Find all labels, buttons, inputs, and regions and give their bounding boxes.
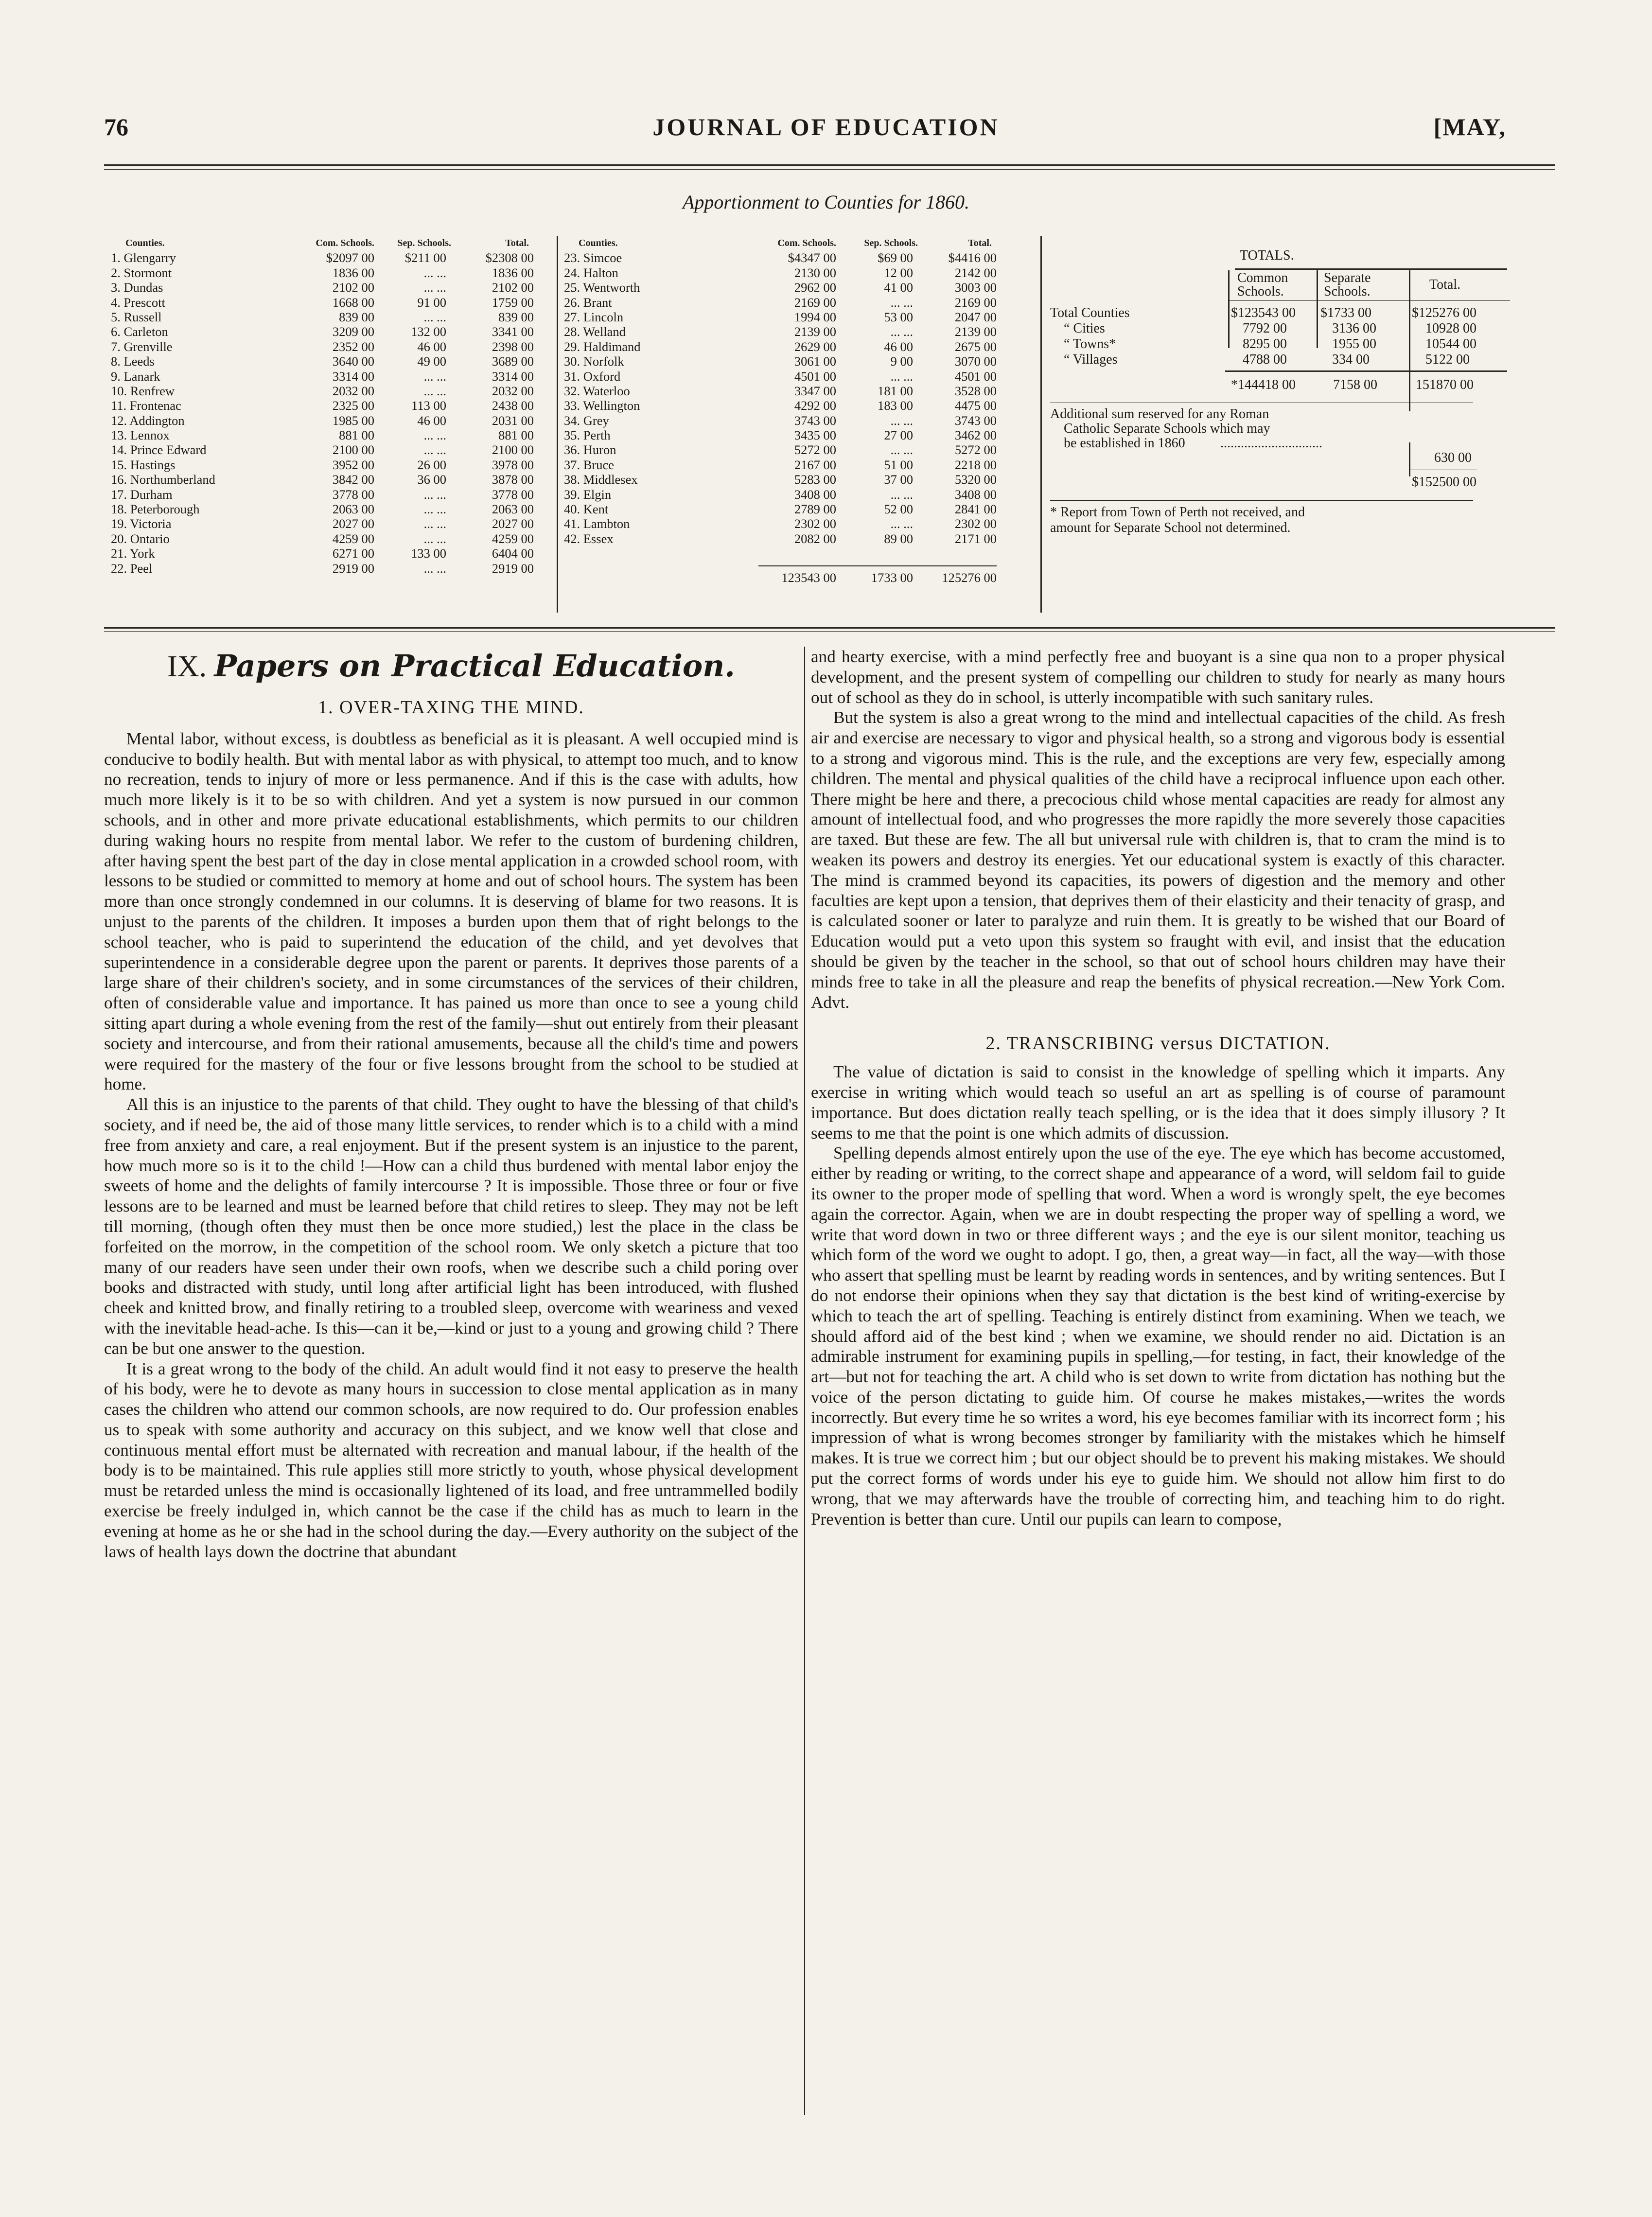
com-schools-value: 3209 00 [332, 324, 374, 339]
table-row [564, 531, 1028, 546]
sep-schools-value: 12 00 [884, 265, 913, 280]
sep-schools-value: 132 00 [411, 324, 446, 339]
sep-schools-value: $69 00 [878, 250, 913, 265]
total-value: 2169 00 [954, 295, 997, 310]
column-header-com-schools: Com. Schools. [316, 238, 374, 248]
table-row [111, 546, 534, 561]
county-name: 14. Prince Edward [111, 442, 207, 457]
sep-schools-value: ... ... [890, 295, 913, 310]
com-schools-value: $2097 00 [326, 250, 374, 265]
article1-paragraph: It is a great wrong to the body of the child. An adult would find it not easy to preserve the health of his body, were he to devote as many hours in succession to close mental application as in many cases the children who attend our common schools, are now required to do. Our profession enables us to speak with some authority and accuracy on this subject, and we know well that close and continuous mental effort must be alternated with recreation and manual labour, if the health of the body is to be maintained. This rule applies still more strictly to youth, whose physical development must be retarded unless the mind is occasionally lightened of its load, and free untrammelled bodily exercise be freely indulged in, which cannot be the case if the child has as much to learn in the evening at home as he or she had in the school during the day.—Every authority on the subject of the laws of health lays down the doctrine that abundant [104, 1359, 798, 1561]
sep-schools-value: 183 00 [878, 398, 913, 413]
county-name: 15. Hastings [111, 457, 176, 472]
county-table-left [111, 236, 534, 576]
county-name: 9. Lanark [111, 369, 160, 384]
sep-schools-value: ... ... [423, 383, 446, 398]
totals-rule [1235, 268, 1507, 270]
county-name: 4. Prescott [111, 295, 165, 310]
total-value: $4416 00 [948, 250, 997, 265]
table-row [564, 398, 1028, 413]
com-schools-value: 1994 00 [794, 309, 836, 324]
county-name: 30. Norfolk [564, 354, 624, 369]
totals-header-common-1: Common [1237, 270, 1288, 285]
total-value: 3978 00 [492, 457, 534, 472]
totals-sum-separate: 7158 00 [1333, 377, 1377, 392]
table-row [564, 413, 1028, 428]
table-row [564, 354, 1028, 369]
com-schools-value: $4347 00 [788, 250, 836, 265]
table-row [564, 265, 1028, 280]
com-schools-value: 2962 00 [794, 280, 836, 295]
column-header-counties: Counties. [125, 238, 165, 248]
total-value: 2438 00 [492, 398, 534, 413]
totals-row-separate: 1955 00 [1332, 336, 1376, 352]
total-value: 3070 00 [954, 354, 997, 369]
com-schools-sum: 123543 00 [781, 570, 836, 585]
column-header-com-schools: Com. Schools. [777, 238, 836, 248]
additional-line-3: be established in 1860 [1064, 436, 1185, 451]
apportionment-title: Apportionment to Counties for 1860. [683, 191, 969, 213]
header-rule-thin [104, 169, 1555, 170]
sep-schools-value: 53 00 [884, 309, 913, 324]
totals-col-rule [1317, 270, 1318, 348]
totals-row-separate: 334 00 [1332, 352, 1370, 367]
total-value: 3878 00 [492, 472, 534, 487]
com-schools-value: 3408 00 [794, 487, 836, 502]
total-value: 2032 00 [492, 383, 534, 398]
total-value: 2100 00 [492, 442, 534, 457]
total-value: 2398 00 [492, 339, 534, 354]
sep-schools-sum: 1733 00 [871, 570, 913, 585]
table-row [564, 428, 1028, 442]
sep-schools-value: ... ... [423, 487, 446, 502]
com-schools-value: 2919 00 [332, 561, 374, 576]
column-header-sep-schools: Sep. Schools. [397, 238, 451, 248]
sep-schools-value: 133 00 [411, 546, 446, 561]
county-name: 33. Wellington [564, 398, 640, 413]
table-row [564, 310, 1028, 324]
total-value: 2031 00 [492, 413, 534, 428]
com-schools-value: 881 00 [339, 428, 374, 443]
totals-title: TOTALS. [1240, 248, 1294, 263]
com-schools-value: 2027 00 [332, 516, 374, 531]
totals-col-rule [1409, 442, 1410, 476]
totals-col-rule [1228, 270, 1230, 348]
totals-header-total: Total. [1429, 277, 1461, 292]
table-row [111, 428, 534, 442]
com-schools-value: 3314 00 [332, 369, 374, 384]
total-value: 1836 00 [492, 265, 534, 280]
right-column [811, 647, 1505, 1529]
sep-schools-value: ... ... [890, 324, 913, 339]
county-name: 6. Carleton [111, 324, 168, 339]
table-header-row [564, 236, 1028, 250]
total-value: 5320 00 [954, 472, 997, 487]
county-name: 41. Lambton [564, 516, 630, 531]
sep-schools-value: ... ... [890, 413, 913, 428]
sep-schools-value: ... ... [423, 442, 446, 457]
table-row [111, 502, 534, 516]
total-value: 3003 00 [954, 280, 997, 295]
com-schools-value: 2139 00 [794, 324, 836, 339]
com-schools-value: 2169 00 [794, 295, 836, 310]
totals-row-common: 7792 00 [1243, 321, 1287, 336]
sep-schools-value: 89 00 [884, 531, 913, 546]
com-schools-value: 2063 00 [332, 502, 374, 517]
county-name: 8. Leeds [111, 354, 155, 369]
total-value: 2302 00 [954, 516, 997, 531]
total-value: 839 00 [498, 309, 534, 324]
county-name: 13. Lennox [111, 428, 170, 443]
total-value: $2308 00 [485, 250, 534, 265]
total-value: 881 00 [498, 428, 534, 443]
table-row [564, 457, 1028, 472]
total-value: 4475 00 [954, 398, 997, 413]
total-value: 2218 00 [954, 457, 997, 472]
county-name: 26. Brant [564, 295, 612, 310]
com-schools-value: 3061 00 [794, 354, 836, 369]
county-name: 31. Oxford [564, 369, 621, 384]
totals-row-separate: 3136 00 [1332, 321, 1376, 336]
section-number: IX. [167, 650, 207, 683]
totals-rule [1228, 300, 1510, 301]
county-name: 18. Peterborough [111, 502, 200, 517]
county-name: 19. Victoria [111, 516, 172, 531]
county-name: 21. York [111, 546, 155, 561]
com-schools-value: 2082 00 [794, 531, 836, 546]
total-value: 6404 00 [492, 546, 534, 561]
table-row [564, 369, 1028, 384]
table-row [111, 561, 534, 576]
table-row [111, 354, 534, 369]
totals-header-common-2: Schools. [1237, 284, 1284, 299]
com-schools-value: 2130 00 [794, 265, 836, 280]
county-name: 2. Stormont [111, 265, 172, 280]
table-row [564, 339, 1028, 354]
sep-schools-value: 9 00 [890, 354, 913, 369]
county-name: 5. Russell [111, 309, 162, 324]
com-schools-value: 3347 00 [794, 383, 836, 398]
table-divider [557, 236, 558, 613]
sep-schools-value: 91 00 [417, 295, 446, 310]
additional-line-1: Additional sum reserved for any Roman [1050, 406, 1269, 422]
table-row [564, 384, 1028, 398]
county-name: 28. Welland [564, 324, 626, 339]
sep-schools-value: ... ... [423, 516, 446, 531]
table-row [111, 250, 534, 265]
com-schools-value: 6271 00 [332, 546, 374, 561]
com-schools-value: 2352 00 [332, 339, 374, 354]
total-value: 2139 00 [954, 324, 997, 339]
table-row [111, 280, 534, 295]
county-name: 42. Essex [564, 531, 614, 546]
sep-schools-value: ... ... [423, 502, 446, 517]
table-row [111, 398, 534, 413]
table-row [111, 457, 534, 472]
county-name: 25. Wentworth [564, 280, 640, 295]
totals-header-separate-2: Schools. [1324, 284, 1371, 299]
table-row [111, 487, 534, 502]
sep-schools-value: ... ... [423, 428, 446, 443]
county-name: 17. Durham [111, 487, 173, 502]
com-schools-value: 839 00 [339, 309, 374, 324]
com-schools-value: 5283 00 [794, 472, 836, 487]
table-row [111, 310, 534, 324]
county-name: 38. Middlesex [564, 472, 638, 487]
total-value: 2841 00 [954, 502, 997, 517]
county-name: 40. Kent [564, 502, 609, 517]
com-schools-value: 2167 00 [794, 457, 836, 472]
sep-schools-value: 36 00 [417, 472, 446, 487]
footnote-line-1: * Report from Town of Perth not received, and [1050, 505, 1305, 520]
table-row [111, 531, 534, 546]
sep-schools-value: 113 00 [411, 398, 446, 413]
totals-row-common: 8295 00 [1243, 336, 1287, 352]
com-schools-value: 3435 00 [794, 428, 836, 443]
totals-row-common: 4788 00 [1243, 352, 1287, 367]
left-column [104, 647, 798, 1562]
com-schools-value: 2789 00 [794, 502, 836, 517]
county-name: 7. Grenville [111, 339, 173, 354]
com-schools-value: 2325 00 [332, 398, 374, 413]
sep-schools-value: 46 00 [417, 413, 446, 428]
sep-schools-value: ... ... [423, 531, 446, 546]
column-header-sep-schools: Sep. Schools. [864, 238, 918, 248]
table-row [564, 295, 1028, 310]
county-table-right [564, 236, 1028, 585]
county-name: 1. Glengarry [111, 250, 176, 265]
total-value: 4259 00 [492, 531, 534, 546]
sep-schools-value: 181 00 [878, 383, 913, 398]
sep-schools-value: 49 00 [417, 354, 446, 369]
table-row [564, 472, 1028, 487]
sep-schools-value: $211 00 [404, 250, 446, 265]
total-value: 3689 00 [492, 354, 534, 369]
totals-row-common: $123543 00 [1231, 305, 1296, 320]
additional-value: 630 00 [1434, 450, 1472, 465]
column-rule [804, 647, 805, 2115]
section-rule [104, 627, 1555, 629]
table-row [111, 516, 534, 531]
county-name: 12. Addington [111, 413, 185, 428]
com-schools-value: 2302 00 [794, 516, 836, 531]
sep-schools-value: ... ... [423, 561, 446, 576]
com-schools-value: 5272 00 [794, 442, 836, 457]
table-row [111, 339, 534, 354]
sep-schools-value: 46 00 [417, 339, 446, 354]
table-row [111, 295, 534, 310]
sep-schools-value: ... ... [423, 265, 446, 280]
com-schools-value: 2032 00 [332, 383, 374, 398]
totals-row-total: 10544 00 [1425, 336, 1476, 352]
sep-schools-value: 27 00 [884, 428, 913, 443]
total-value: 2675 00 [954, 339, 997, 354]
table-row [564, 487, 1028, 502]
com-schools-value: 4259 00 [332, 531, 374, 546]
county-name: 22. Peel [111, 561, 153, 576]
table-row [111, 324, 534, 339]
sep-schools-value: 46 00 [884, 339, 913, 354]
table-header-row [111, 236, 534, 250]
totals-sum-common: *144418 00 [1231, 377, 1296, 392]
totals-row-total: $125276 00 [1412, 305, 1476, 320]
journal-title: JOURNAL OF EDUCATION [652, 113, 1000, 141]
com-schools-value: 1985 00 [332, 413, 374, 428]
total-value: 2919 00 [492, 561, 534, 576]
sep-schools-value: ... ... [423, 309, 446, 324]
county-name: 11. Frontenac [111, 398, 181, 413]
com-schools-value: 3640 00 [332, 354, 374, 369]
page-number: 76 [104, 113, 128, 141]
total-value: 2102 00 [492, 280, 534, 295]
footnote-line-2: amount for Separate School not determined. [1050, 520, 1291, 535]
sep-schools-value: ... ... [423, 369, 446, 384]
article1-paragraph: Mental labor, without excess, is doubtless as beneficial as it is pleasant. A well occupied mind is conducive to bodily health. But with mental labor as with physical, to attempt too much, and to know no recreation, tends to injury of more or less permanence. And if this is the case with adults, how much more likely is it to be so with children. And yet a system is now pursued in our common schools, and in other and more private educational establishments, which permits to our children during waking hours no respite from mental labor. We refer to the custom of burdening children, after having spent the best part of the day in close mental application in a crowded school room, with lessons to be studied or committed to memory at home and out of school hours. The system has been more than once strongly condemned in our columns. It is deserving of blame for two reasons. It is unjust to the parents of the children. It imposes a burden upon them that of right belongs to the school teacher, who is paid to superintend the education of the child, and yet devolves that superintendence in a considerable degree upon the parent or parents. It deprives those parents of a large share of their children's society, and in some circumstances of the services of their children, often of considerable value and importance. It has pained us more than once to see a young child sitting apart during a whole evening from the rest of the family—shut out entirely from their pleasant society and intercourse, and from their rational amusements, because all the child's time and powers were required for the mastery of the four or five lessons brought from the school to be studied at home. [104, 729, 798, 1094]
sep-schools-value: ... ... [890, 516, 913, 531]
total-value: 3341 00 [492, 324, 534, 339]
totals-row-label: “ Villages [1064, 352, 1118, 367]
total-value: 5272 00 [954, 442, 997, 457]
county-name: 32. Waterloo [564, 383, 630, 398]
totals-row-label: “ Cities [1064, 321, 1105, 336]
sep-schools-value: 52 00 [884, 502, 913, 517]
com-schools-value: 4501 00 [794, 369, 836, 384]
totals-sum-total: 151870 00 [1416, 377, 1474, 392]
table-row [564, 250, 1028, 265]
com-schools-value: 1668 00 [332, 295, 374, 310]
county-name: 10. Renfrew [111, 383, 175, 398]
article2-heading: 2. TRANSCRIBING versus DICTATION. [985, 1033, 1331, 1054]
com-schools-value: 3743 00 [794, 413, 836, 428]
sep-schools-value: ... ... [890, 487, 913, 502]
total-value: 3743 00 [954, 413, 997, 428]
com-schools-value: 2100 00 [332, 442, 374, 457]
totals-rule [1225, 370, 1507, 372]
total-sum: 125276 00 [942, 570, 997, 585]
county-name: 20. Ontario [111, 531, 170, 546]
additional-dots: .............................. [1220, 436, 1322, 451]
total-value: 3528 00 [954, 383, 997, 398]
grand-total: $152500 00 [1412, 475, 1476, 490]
column-header-total: Total. [505, 238, 529, 248]
com-schools-value: 1836 00 [332, 265, 374, 280]
totals-row-separate: $1733 00 [1320, 305, 1371, 320]
com-schools-value: 4292 00 [794, 398, 836, 413]
com-schools-value: 3778 00 [332, 487, 374, 502]
column-header-counties: Counties. [579, 238, 618, 248]
additional-line-2: Catholic Separate Schools which may [1064, 421, 1270, 436]
totals-col-rule [1409, 270, 1410, 411]
totals-rule [758, 565, 997, 570]
total-value: 2063 00 [492, 502, 534, 517]
journal-month: [MAY, [1433, 113, 1506, 141]
table-row [564, 324, 1028, 339]
county-name: 3. Dundas [111, 280, 163, 295]
total-value: 1759 00 [492, 295, 534, 310]
table-totals-row [564, 570, 1028, 585]
county-name: 39. Elgin [564, 487, 612, 502]
sep-schools-value: ... ... [890, 442, 913, 457]
total-value: 3314 00 [492, 369, 534, 384]
table-row [564, 516, 1028, 531]
com-schools-value: 2629 00 [794, 339, 836, 354]
sep-schools-value: 41 00 [884, 280, 913, 295]
section-rule-thin [104, 631, 1555, 632]
total-value: 2142 00 [954, 265, 997, 280]
total-value: 3778 00 [492, 487, 534, 502]
table-row [111, 413, 534, 428]
county-name: 23. Simcoe [564, 250, 622, 265]
totals-row-total: 5122 00 [1425, 352, 1470, 367]
com-schools-value: 3842 00 [332, 472, 374, 487]
sep-schools-value: ... ... [890, 369, 913, 384]
totals-row-label: Total Counties [1050, 305, 1130, 320]
article1-continuation: and hearty exercise, with a mind perfectly free and buoyant is a sine qua non to a proper physical development, and the present system of compelling our children to study for nearly as many hours out of school as they do in school, is utterly incompatible with such sanitary rules. [811, 647, 1505, 707]
totals-row-total: 10928 00 [1425, 321, 1476, 336]
totals-rule [1050, 500, 1473, 501]
section-heading [104, 647, 798, 686]
table-row [111, 442, 534, 457]
table-row [111, 265, 534, 280]
sep-schools-value: ... ... [423, 280, 446, 295]
total-value: 4501 00 [954, 369, 997, 384]
article1-paragraph: All this is an injustice to the parents of that child. They ought to have the blessing of that child's society, and if need be, the aid of those many little services, to render which is to a child with a mind free from anxiety and care, a real enjoyment. But if the present system is an injustice to the parent, how much more so is it to the child !—How can a child thus burdened with mental labor enjoy the sweets of home and the delights of family intercourse ? It is impossible. Those three or four or five lessons are to be learned and must be learned before that child retires to sleep. They may not be left till morning, (though often they must then be once more studied,) lest the place in the class be forfeited on the morrow, in the competition of the school room. We only sketch a picture that too many of our readers have seen under their own roofs, when we describe such a child poring over books and distracted with study, until long after artificial light has been introduced, with flushed cheek and knitted brow, and finally retiring to a troubled sleep, overcome with weariness and vexed with the inevitable head-ache. Is this—can it be,—kind or just to a young and growing child ? There can be but one answer to the question. [104, 1095, 798, 1358]
header-rule [104, 164, 1555, 166]
com-schools-value: 3952 00 [332, 457, 374, 472]
com-schools-value: 2102 00 [332, 280, 374, 295]
table-row [111, 384, 534, 398]
county-name: 35. Perth [564, 428, 611, 443]
table-row [564, 502, 1028, 516]
county-name: 16. Northumberland [111, 472, 215, 487]
total-value: 3462 00 [954, 428, 997, 443]
county-name: 27. Lincoln [564, 309, 624, 324]
section-title: Papers on Practical Education. [214, 648, 735, 684]
total-value: 2171 00 [954, 531, 997, 546]
county-name: 29. Haldimand [564, 339, 641, 354]
table-row [564, 280, 1028, 295]
table-divider [1040, 236, 1042, 613]
sep-schools-value: 51 00 [884, 457, 913, 472]
table-row [564, 442, 1028, 457]
county-name: 24. Halton [564, 265, 618, 280]
totals-row-label: “ Towns* [1064, 336, 1116, 352]
county-name: 34. Grey [564, 413, 609, 428]
total-value: 2027 00 [492, 516, 534, 531]
article2-paragraph: Spelling depends almost entirely upon the use of the eye. The eye which has become accustomed, either by reading or writing, to the correct shape and appearance of a word, will seldom fail to guide its owner to the proper mode of spelling that word. When a word is wrongly spelt, the eye becomes again the corrector. Again, when we are in doubt respecting the proper way of spelling a word, we write that word down in two or three different ways ; and the eye is our silent monitor, teaching us which form of the word we ought to adopt. I go, then, a great way—in fact, all the way—with those who assert that spelling must be learnt by reading words in sentences, and by writing sentences. But I do not endorse their opinions when they say that dictation is the best kind of writing-exercise by which to teach the art of spelling. Teaching is entirely distinct from examining. When we teach, we should afford aid of the best kind ; when we examine, we should render no aid. Dictation is an admirable instrument for examining pupils in spelling,—for testing, in fact, their knowledge of the art—but not for teaching the art. A child who is set down to write from dictation has nothing but the voice of the person dictating to guide him. Of course he makes mistakes,—writes the words incorrectly. But every time he so writes a word, his eye becomes familiar with its incorrect form ; his impression of what is wrong becomes stronger by familiarity with the mistakes which he himself makes. It is true we correct him ; but our object should be to prevent his making mistakes. We should put the correct forms of words under his eye to guide him. We should not allow him first to do wrong, that we may afterwards have the trouble of correcting him, and teaching him to do right. Prevention is better than cure. Until our pupils can learn to compose, [811, 1144, 1505, 1529]
table-row [111, 472, 534, 487]
totals-header-separate-1: Separate [1324, 270, 1371, 285]
table-row [111, 369, 534, 384]
sep-schools-value: 37 00 [884, 472, 913, 487]
column-header-total: Total. [968, 238, 992, 248]
county-name: 37. Bruce [564, 457, 615, 472]
total-value: 3408 00 [954, 487, 997, 502]
article1-continuation: But the system is also a great wrong to the mind and intellectual capacities of the child. As fresh air and exercise are necessary to vigor and physical health, so a strong and vigorous body is essential to a strong and vigorous mind. This is the rule, and the exceptions are very few, especially among children. The mental and physical qualities of the child have a reciprocal influence upon each other. There might be here and there, a precocious child whose mental capacities are ready for almost any amount of intellectual food, and who progresses the more rapidly the more severely those capacities are taxed. But these are few. The all but universal rule with children is, that to cram the mind is to weaken its powers and destroy its energies. Yet our educational system is exactly of this character. The mind is crammed beyond its capacities, its powers of digestion and the memory and other faculties are kept upon a tension, that deprives them of their elasticity and their tenacity of grasp, and is calculated sooner or later to paralyze and ruin them. It is greatly to be wished that our Board of Education would put a veto upon this system so fraught with evil, and insist that the education should be given by the teacher in the school, so that out of school hours children may have their minds free to take in all the pleasure and reap the benefits of physical recreation.—New York Com. Advt. [811, 708, 1505, 1012]
article2-paragraph: The value of dictation is said to consist in the knowledge of spelling which it imparts. Any exercise in writing which would teach so useful an art as spelling is of course of paramount importance. But does dictation really teach spelling, or is the idea that it does simply illusory ? It seems to me that the point is one which admits of discussion. [811, 1062, 1505, 1143]
article1-heading: 1. OVER-TAXING THE MIND. [318, 697, 584, 718]
county-name: 36. Huron [564, 442, 616, 457]
sep-schools-value: 26 00 [417, 457, 446, 472]
total-value: 2047 00 [954, 309, 997, 324]
